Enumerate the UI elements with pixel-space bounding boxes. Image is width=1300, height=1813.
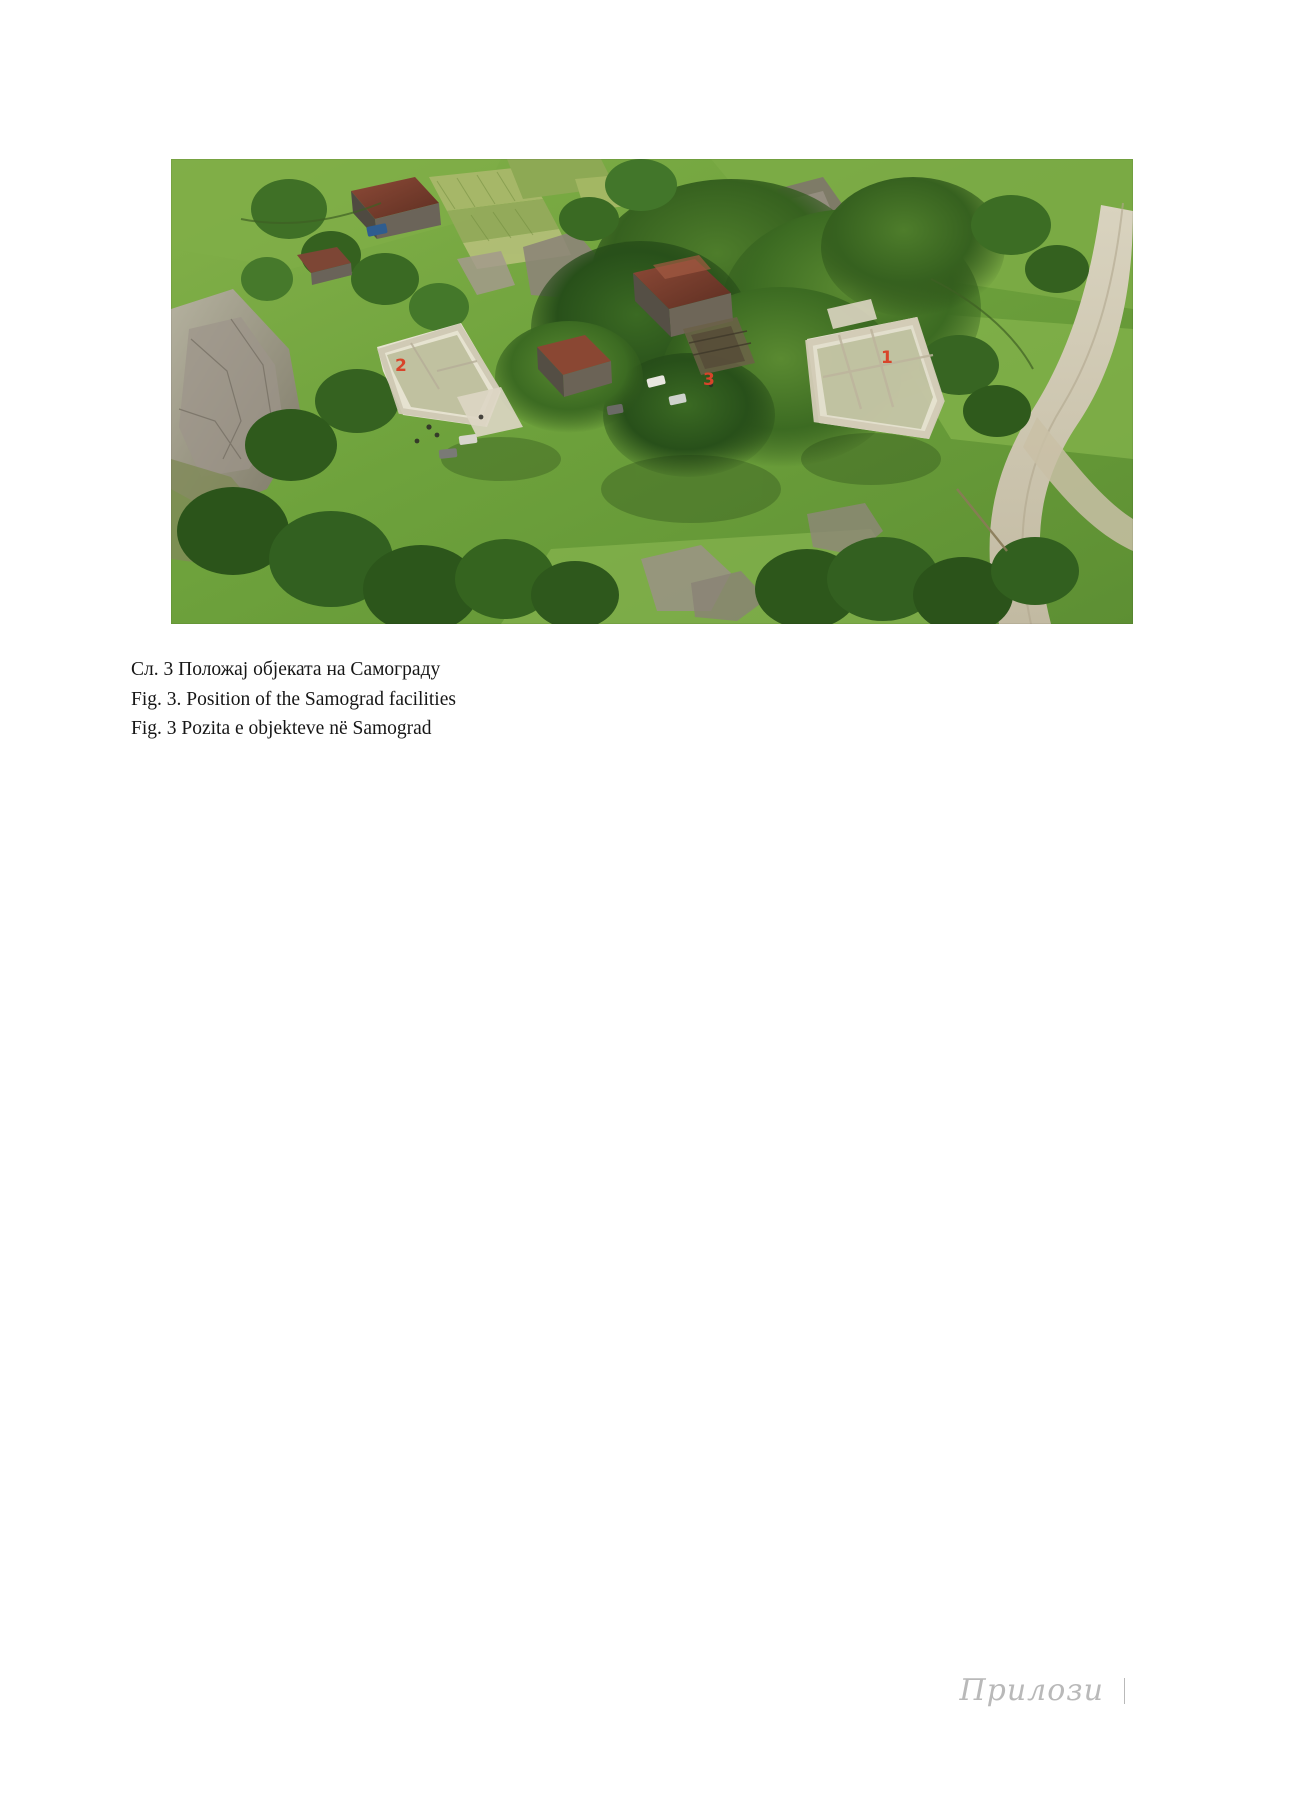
svg-text:1: 1: [881, 348, 893, 368]
caption-line-albanian: Fig. 3 Pozita e objekteve në Samograd: [131, 718, 432, 740]
footer-divider: [1124, 1678, 1125, 1704]
svg-text:2: 2: [395, 356, 407, 376]
aerial-photo-image: [171, 159, 1133, 624]
caption-line-english: Fig. 3. Position of the Samograd facilities: [131, 688, 456, 710]
figure-aerial-photo: [171, 159, 1133, 624]
figure-caption: [131, 655, 951, 744]
page-footer: [0, 1663, 1300, 1813]
journal-name: Прилози: [959, 1673, 1104, 1708]
svg-text:3: 3: [703, 370, 715, 390]
caption-line-serbian: Сл. 3 Положај објеката на Самограду: [131, 659, 441, 680]
footer-content: [959, 1673, 1155, 1708]
